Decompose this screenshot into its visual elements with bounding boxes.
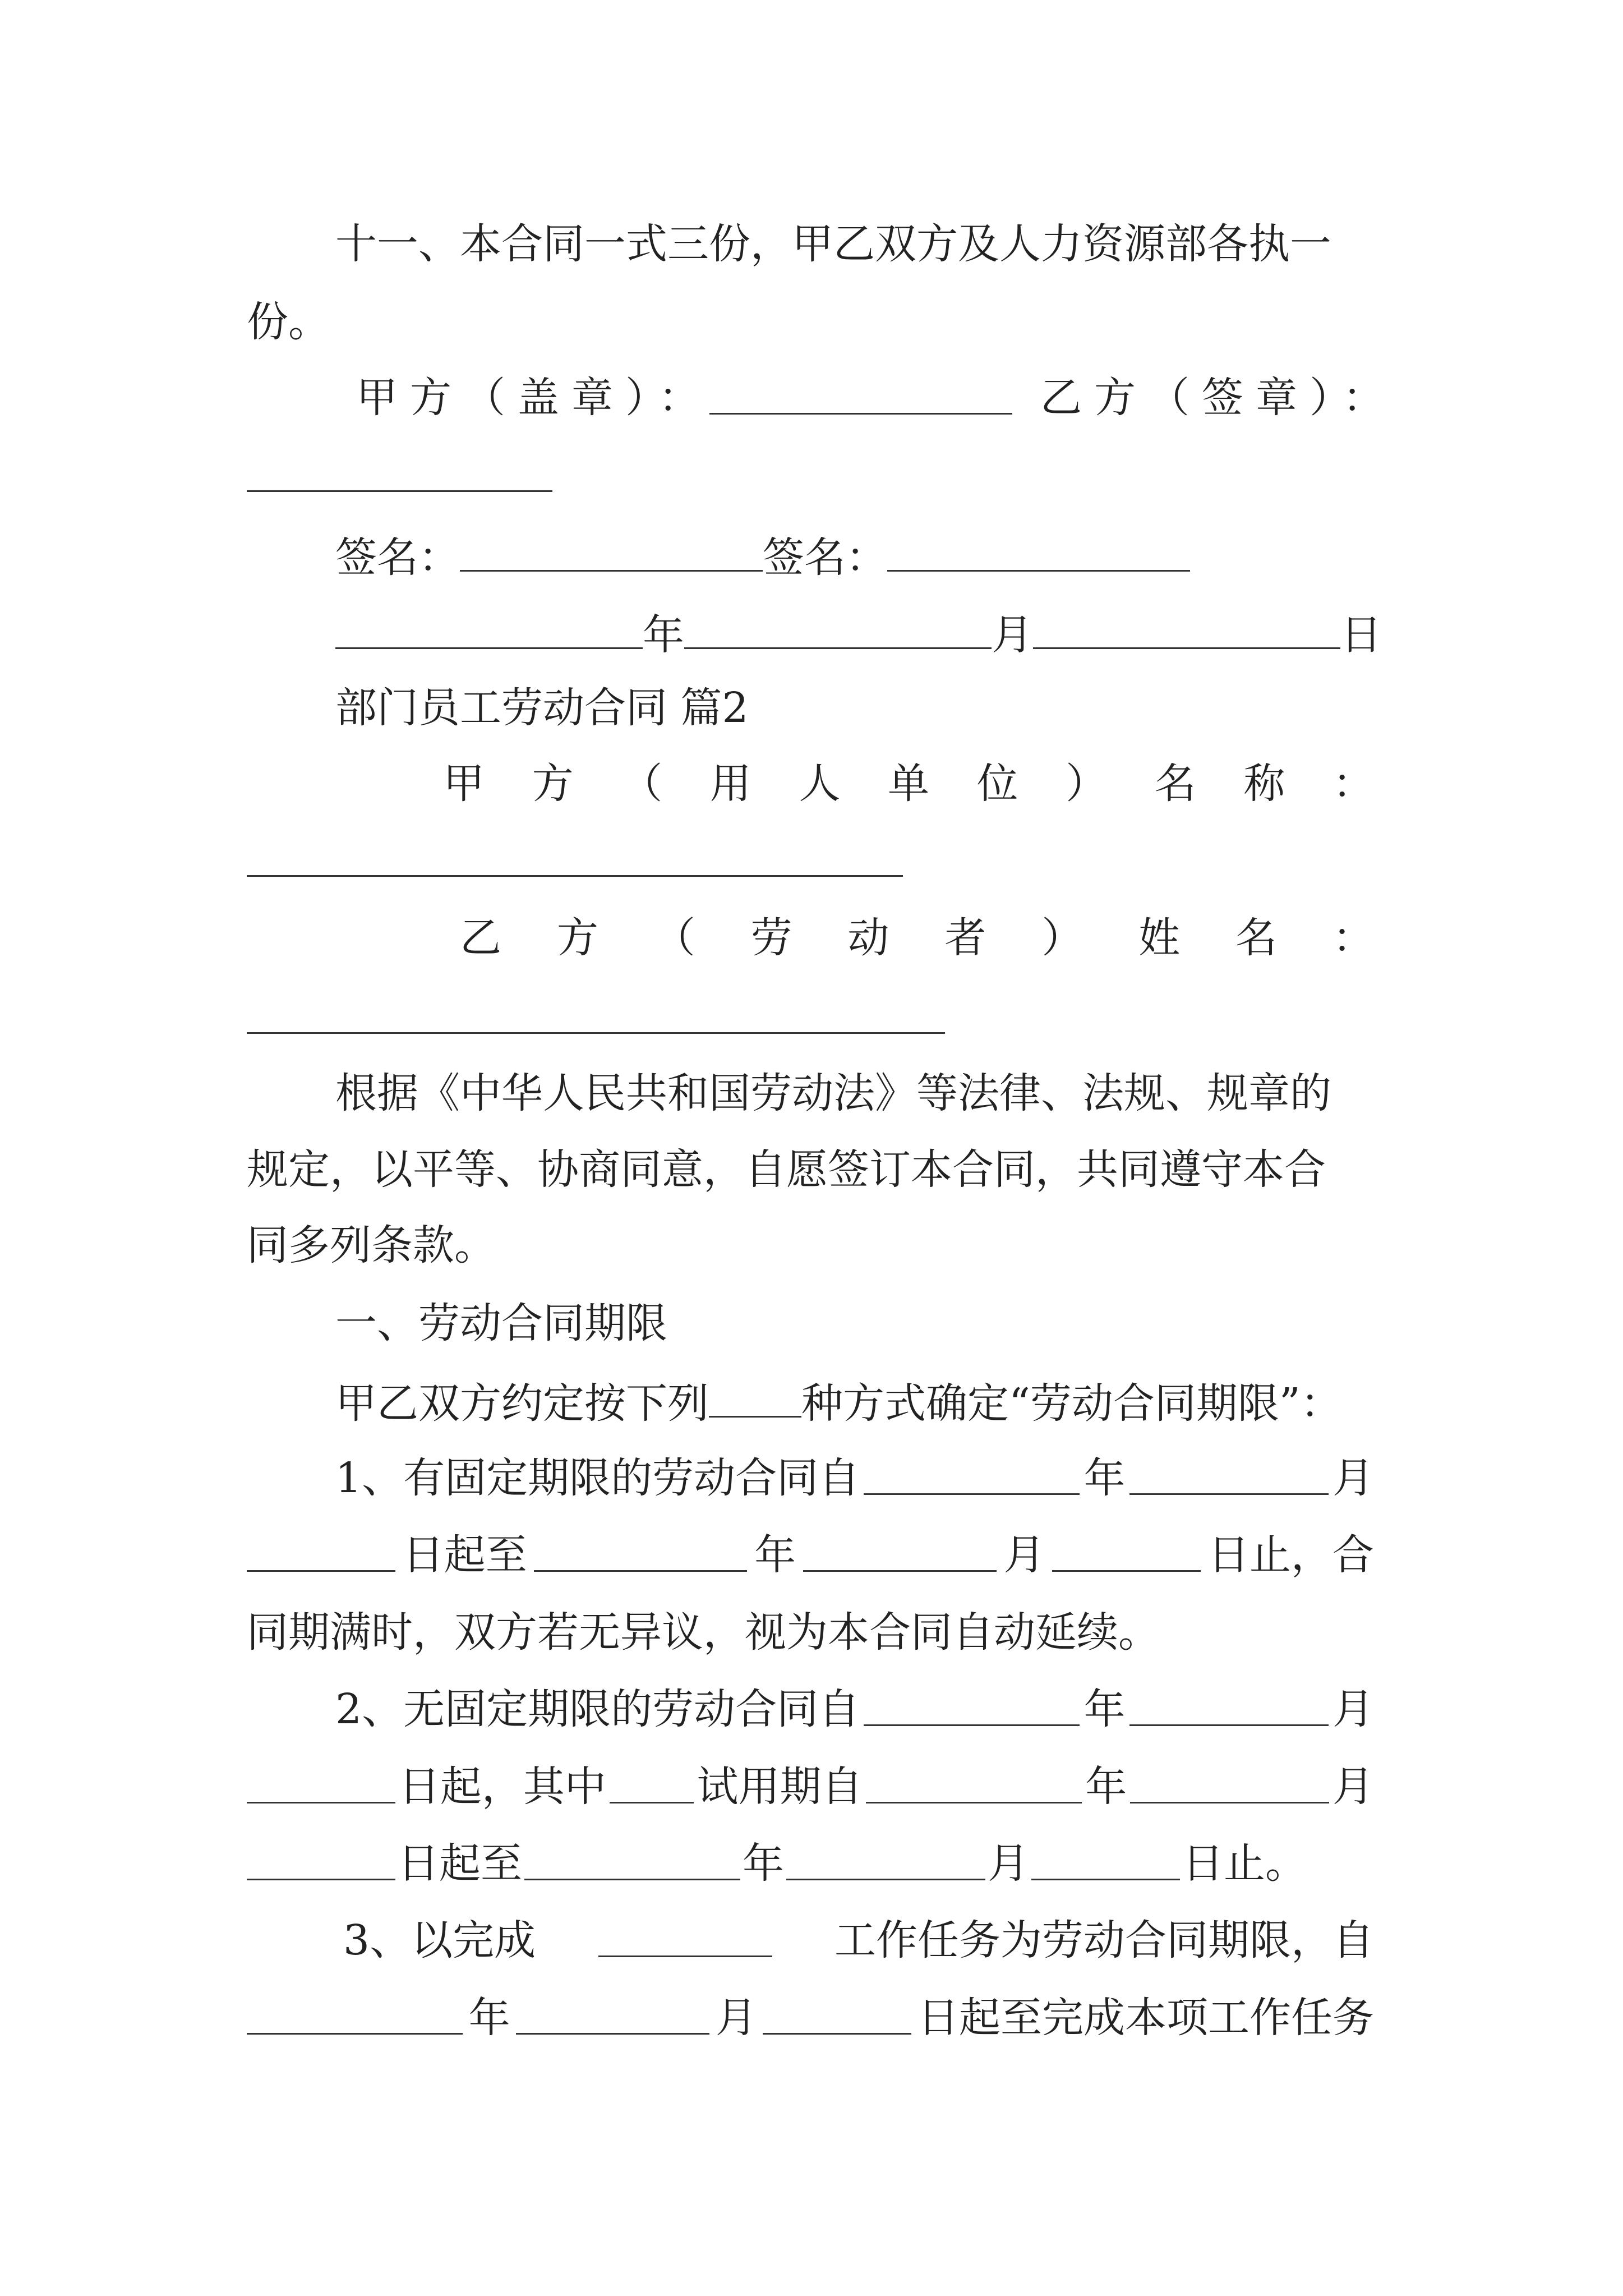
- party-b-char: 姓: [1138, 914, 1181, 962]
- task-month-blank: [516, 1997, 709, 2035]
- fixed-end-year-blank: [534, 1534, 747, 1572]
- party-b-name-blank: [247, 1032, 945, 1034]
- party-b-char: 者: [944, 914, 986, 962]
- probation-from-to: 日起至: [398, 1839, 522, 1888]
- probation-end-month-blank: [786, 1843, 985, 1880]
- party-b-char: 乙: [460, 914, 501, 962]
- party-b-char: 劳: [750, 914, 792, 962]
- probation-end-year-blank: [524, 1843, 740, 1880]
- preamble-line-2: 规定，以平等、协商同意，自愿签订本合同，共同遵守本合: [247, 1145, 1326, 1194]
- probation-day-blank: [247, 1843, 395, 1880]
- probation-month: 月: [1332, 1763, 1374, 1811]
- party-b-char: ）: [1041, 914, 1083, 962]
- probation-year: 年: [1085, 1763, 1127, 1811]
- party-a-char: 人: [799, 760, 841, 808]
- party-b-char: 动: [847, 914, 889, 962]
- probation-from: 试用期自: [697, 1763, 863, 1811]
- term-intro-a: 甲乙双方约定按下列: [335, 1379, 709, 1428]
- party-a-char: 位: [976, 760, 1018, 808]
- task-term-line-1: [343, 1916, 1374, 1964]
- unfixed-year-blank: [864, 1688, 1080, 1726]
- party-a-seal-blank: [709, 413, 1012, 415]
- date-month-label: 月: [992, 611, 1033, 659]
- party-b-char: 名: [1235, 914, 1277, 962]
- party-a-char: 单: [887, 760, 929, 808]
- task-term-line-2: [247, 1994, 1374, 2042]
- party-a-char: ：: [1332, 760, 1374, 808]
- fixed-day-blank: [247, 1534, 395, 1572]
- party-a-char: 称: [1243, 760, 1285, 808]
- unfixed-year: 年: [1083, 1685, 1126, 1733]
- unfixed-term-line-1: [335, 1685, 1374, 1733]
- probation-month-blank: [1130, 1766, 1329, 1803]
- party-b-char: （: [653, 914, 695, 962]
- party-a-char: （: [621, 760, 663, 808]
- term-intro: [335, 1379, 1342, 1428]
- task-year: 年: [468, 1994, 510, 2042]
- fixed-year-blank: [864, 1457, 1080, 1495]
- fixed-end-month-blank: [803, 1534, 997, 1572]
- probation-year-blank: [866, 1766, 1082, 1803]
- task-name-blank: [598, 1920, 772, 1957]
- fixed-term-line-3: 同期满时，双方若无异议，视为本合同自动延续。: [247, 1608, 1160, 1657]
- party-b-char: ：: [1332, 914, 1374, 962]
- section-title: 部门员工劳动合同 篇2: [335, 684, 749, 732]
- party-b-seal-blank: [247, 490, 552, 492]
- fixed-term-line-1: [335, 1454, 1374, 1502]
- fixed-month: 月: [1332, 1454, 1374, 1502]
- sign-label-a: 签名：: [335, 533, 460, 582]
- party-a-char: ）: [1066, 760, 1108, 808]
- fixed-from-to: 日起至: [402, 1531, 527, 1579]
- party-b-char: 方: [556, 914, 598, 962]
- date-year-label: 年: [643, 611, 684, 659]
- date-year-blank: [335, 611, 643, 649]
- task-month: 月: [715, 1994, 757, 2042]
- preamble-line-1: 根据《中华人民共和国劳动法》等法律、法规、规章的: [335, 1069, 1331, 1117]
- fixed-year: 年: [1083, 1454, 1126, 1502]
- probation-end: 日止。: [1182, 1839, 1307, 1888]
- fixed-start: 1、有固定期限的劳动合同自: [335, 1454, 860, 1502]
- task-start: 3、以完成: [343, 1916, 536, 1964]
- party-a-name-blank: [247, 875, 903, 877]
- party-a-seal-label: 甲方（盖章）：: [356, 374, 712, 422]
- clause-11-line-2: 份。: [247, 298, 330, 346]
- clause-11-line-1: 十一、本合同一式三份，甲乙双方及人力资源部各执一: [335, 220, 1331, 268]
- term-method-blank: [709, 1380, 801, 1418]
- fixed-end: 日止，合: [1207, 1531, 1374, 1579]
- probation-blank: [610, 1766, 694, 1803]
- task-day-blank: [763, 1997, 911, 2035]
- party-b-name-label: [460, 914, 1374, 962]
- party-a-name-label: [443, 760, 1374, 808]
- term-intro-b: 种方式确定“劳动合同期限”：: [801, 1379, 1342, 1428]
- preamble-line-3: 同多列条款。: [247, 1221, 496, 1269]
- party-a-char: 名: [1154, 760, 1196, 808]
- sign-label-b: 签名：: [763, 533, 887, 582]
- term-heading: 一、劳动合同期限: [335, 1299, 667, 1347]
- fixed-month2: 月: [1003, 1531, 1045, 1579]
- probation-end-year: 年: [743, 1839, 784, 1888]
- task-mid: 工作任务为劳动合同期限，自: [834, 1916, 1374, 1964]
- party-b-seal-label: 乙方（签章）：: [1040, 374, 1396, 422]
- fixed-term-line-2: [247, 1531, 1374, 1579]
- fixed-end-day-blank: [1052, 1534, 1201, 1572]
- party-a-char: 甲: [443, 760, 485, 808]
- unfixed-term-line-3: [247, 1839, 1307, 1888]
- date-day-blank: [1033, 611, 1340, 649]
- sign-blank-b: [887, 534, 1190, 572]
- date-day-label: 日: [1340, 611, 1382, 659]
- fixed-year2: 年: [754, 1531, 796, 1579]
- party-a-char: 用: [709, 760, 751, 808]
- sign-blank-a: [460, 534, 763, 572]
- probation-end-day-blank: [1031, 1843, 1180, 1880]
- unfixed-term-line-2: [247, 1763, 1374, 1811]
- date-month-blank: [684, 611, 992, 649]
- unfixed-from: 日起，其中: [398, 1763, 606, 1811]
- signature-row: [335, 533, 1190, 582]
- task-end: 日起至完成本项工作任务: [917, 1994, 1374, 2042]
- date-row: [335, 611, 1382, 659]
- probation-end-month: 月: [988, 1839, 1029, 1888]
- unfixed-month: 月: [1332, 1685, 1374, 1733]
- unfixed-start: 2、无固定期限的劳动合同自: [335, 1685, 860, 1733]
- fixed-month-blank: [1129, 1457, 1329, 1495]
- party-a-char: 方: [532, 760, 574, 808]
- task-year-blank: [247, 1997, 463, 2035]
- unfixed-day-blank: [247, 1766, 395, 1803]
- unfixed-month-blank: [1129, 1688, 1329, 1726]
